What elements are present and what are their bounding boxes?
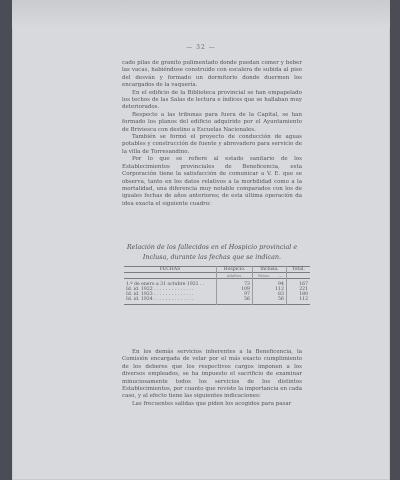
sub-adultos: Adultos. [217,273,253,279]
body-text-bottom [122,349,302,408]
paragraph: En los demás servicios inherentes a la Beneficencia, la Comisión encargada de velar por el más exacto cumplimiento de los deberes que los respectivos cargos imponen a los diversos empleados, se ha impuesto el sacrificio de examinar minuciosamente todos los servicios de los distintos Establecimientos, por cuanto que reviste la importancia en cada caso, y al efecto tiene las siguientes indicaciones: [122,349,302,400]
cell-hospicio: 109 [217,287,253,292]
cell-fecha: Id. id. 1923 . . . . . . . . . . . . . . [126,292,194,297]
body-text-top [122,60,302,208]
cell-total: 112 [286,297,310,305]
cell-total: 180 [286,292,310,297]
caption-line: Inclusa, durante las fechas que se indican. [142,252,282,261]
cell-fecha: 1.º de enero a 31 octubre 1921 . . [126,282,205,287]
table-row [124,297,310,305]
cell-hospicio: 73 [217,279,253,288]
cell-total: 167 [286,279,310,288]
scan-shading [12,0,390,28]
col-total: Total. [286,267,310,273]
col-hospicio: Hospicio. [217,267,253,273]
document-page [12,0,390,480]
paragraph: Las frecuentes salidas que piden los acogidos para pasar [132,400,292,407]
cell-hospicio: 97 [217,292,253,297]
col-fechas: FECHAS [159,267,181,272]
cell-inclusa: 112 [252,287,286,292]
paragraph: Por lo que se refiere al estado sanitario de los Establecimientos provinciales de Beneficencia, esta Corporación tiene la satisfacción de comunicar a V. E. que se observa, tanto en los datos relativos a la morbilidad como a la mortalidad, una diferencia muy notable comparados con los de iguales fechas de años anteriores; de esta última operación da idea exacta el siguiente cuadro: [122,156,302,207]
paragraph: cado pilas de granito pulimentado donde puedan comer y beber las vacas, habiéndose construido con escalera de subida al piso del desván y formado un dormitorio donde duermen los encargados de la vaquería. [122,60,302,89]
col-inclusa: Inclusa. [252,267,286,273]
cell-inclusa: 56 [252,297,286,305]
sub-ninos: Niños. [252,273,275,279]
cell-fecha: Id. id. 1924 . . . . . . . . . . . . . . [126,297,194,302]
sub-mark: — [278,273,283,278]
paragraph: Respecto a las tribunas para fuera de la Capital, se han formado los planos del edificio adquirido por el Ayuntamiento de Briviesca con destino a Escuelas Nacionales. [122,111,302,133]
page-number: — 32 — [186,44,216,51]
cell-inclusa: 94 [252,279,286,288]
cell-fecha: Id. id. 1922 . . . . . . . . . . . . . . [126,287,194,292]
mortality-table [124,266,310,305]
paragraph: En el edificio de la Biblioteca provincial se han empapelado los techos de las Salas de lectura e índices que se hallaban muy deteriorados. [122,89,302,111]
paragraph: También se formó el proyecto de conducción de aguas potables y construcción de fuente y abrevadero para servicio de la villa de Torresandino. [122,134,302,155]
caption-line: Relación de los fallecidos en el Hospicio provincial e [126,243,298,251]
cell-total: 221 [286,287,310,292]
table-row [124,279,310,288]
table-caption [92,243,332,262]
cell-hospicio: 56 [217,297,253,305]
cell-inclusa: 83 [252,292,286,297]
